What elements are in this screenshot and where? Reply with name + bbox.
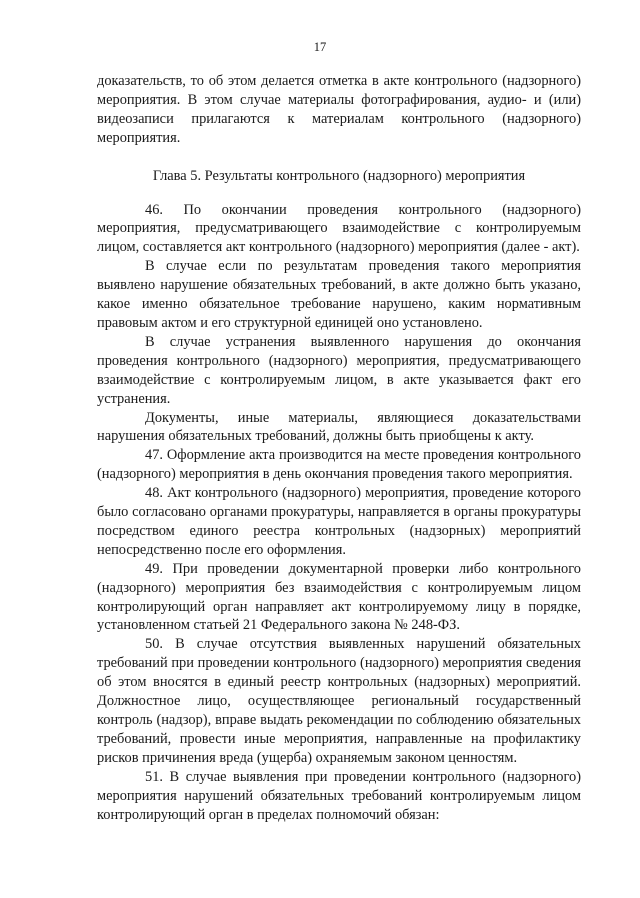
document-body: [97, 72, 581, 824]
paragraph-49: 49. При проведении документарной проверки либо контрольного (надзорного) мероприятия без взаимодействия с контролируемым лицом контролирующий орган направляет акт контролируемому лицу в порядке, установленном статьей 21 Федерального закона № 248-ФЗ.: [97, 560, 581, 634]
page-number: 17: [313, 40, 327, 54]
chapter-heading: Глава 5. Результаты контрольного (надзорного) мероприятия: [152, 167, 526, 184]
paragraph-50: 50. В случае отсутствия выявленных нарушений обязательных требований при проведении контрольного (надзорного) мероприятия сведения об этом вносятся в единый реестр контрольных (надзорных) мероприятий. Должностное лицо, осуществляющее региональный государственный контроль (надзор), вправе выдать рекомендации по соблюдению обязательных требований, провести иные мероприятия, направленные на профилактику рисков причинения вреда (ущерба) охраняемым законом ценностям.: [97, 636, 581, 766]
paragraph-48: 48. Акт контрольного (надзорного) мероприятия, проведение которого было согласовано органами прокуратуры, направляется в органы прокуратуры посредством единого реестра контрольных (надзорных) мероприятий непосредственно после его оформления.: [97, 485, 581, 558]
paragraph-continuation: доказательств, то об этом делается отметка в акте контрольного (надзорного) мероприятия. В этом случае материалы фотографирования, аудио- и (или) видеозаписи прилагаются к материалам контрольного (надзорного) мероприятия.: [97, 73, 581, 146]
paragraph-47: 47. Оформление акта производится на месте проведения контрольного (надзорного) мероприятия в день окончания проведения такого мероприятия.: [97, 447, 581, 483]
paragraph-evidence: Документы, иные материалы, являющиеся доказательствами нарушения обязательных требований, должны быть приобщены к акту.: [97, 409, 581, 445]
paragraph-violation-found: В случае если по результатам проведения такого мероприятия выявлено нарушение обязательных требований, в акте должно быть указано, какое именно обязательное требование нарушено, каким нормативным правовым актом и его структурной единицей оно установлено.: [97, 258, 581, 331]
paragraph-46: 46. По окончании проведения контрольного (надзорного) мероприятия, предусматривающего взаимодействие с контролируемым лицом, составляется акт контрольного (надзорного) мероприятия (далее - акт).: [97, 201, 581, 256]
paragraph-violation-eliminated: В случае устранения выявленного нарушения до окончания проведения контрольного (надзорного) мероприятия, предусматривающего взаимодействие с контролируемым лицом, в акте указывается факт его устранения.: [97, 333, 581, 407]
paragraph-51: 51. В случае выявления при проведении контрольного (надзорного) мероприятия нарушений обязательных требований контролируемым лицом контролирующий орган в пределах полномочий обязан:: [97, 768, 581, 823]
